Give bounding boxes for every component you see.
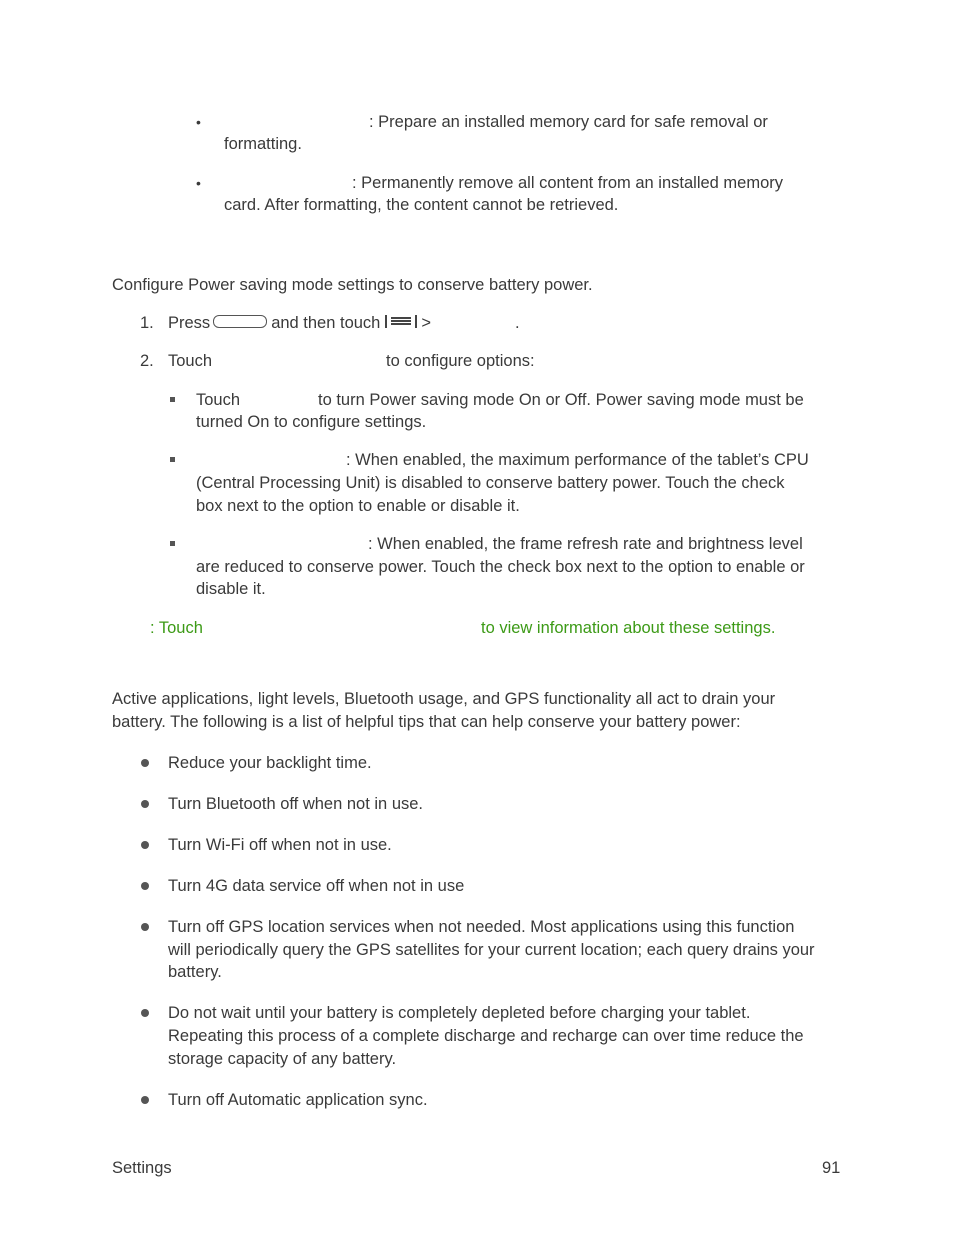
- step-1-end: .: [515, 314, 520, 332]
- menu-key-icon: [385, 315, 417, 328]
- round-bullet: [141, 923, 149, 931]
- option-1-cont: turned On to configure settings.: [196, 413, 427, 431]
- option-screen-l1: : When enabled, the frame refresh rate and brightness level: [368, 535, 803, 553]
- unmount-description-cont: formatting.: [224, 135, 302, 153]
- square-bullet: [170, 457, 175, 462]
- square-bullet: [170, 397, 175, 402]
- tip-rest: to view information about these settings.: [481, 619, 776, 637]
- step-1-gt: >: [421, 314, 432, 332]
- tip-gps-l2: will periodically query the GPS satellites for your current location; each query drains your: [168, 941, 815, 959]
- tip-gps-l1: Turn off GPS location services when not needed. Most applications using this function: [168, 918, 795, 936]
- option-1-rest: to turn Power saving mode On or Off. Power saving mode must be: [318, 391, 804, 409]
- tip-item: Turn 4G data service off when not in use: [168, 877, 465, 895]
- round-bullet: [141, 800, 149, 808]
- tip-item: Turn Wi-Fi off when not in use.: [168, 836, 392, 854]
- step-2-rest: to configure options:: [386, 352, 535, 370]
- footer-section: Settings: [112, 1159, 172, 1177]
- power-saving-intro: Configure Power saving mode settings to conserve battery power.: [112, 276, 593, 294]
- tip-wait-l3: storage capacity of any battery.: [168, 1050, 397, 1068]
- footer-page-number: 91: [822, 1159, 841, 1177]
- round-bullet: [141, 759, 149, 767]
- option-cpu-l2: (Central Processing Unit) is disabled to conserve battery power. Touch the check: [196, 474, 785, 492]
- step-2-number: 2.: [140, 352, 154, 370]
- step-1-press: Press: [168, 314, 211, 332]
- step-1-then: and then touch: [271, 314, 381, 332]
- tip-gps-l3: battery.: [168, 963, 222, 981]
- option-screen-l2: are reduced to conserve power. Touch the check box next to the option to enable or: [196, 558, 805, 576]
- round-bullet: [141, 841, 149, 849]
- tip-item: Reduce your backlight time.: [168, 754, 372, 772]
- round-bullet: [141, 1096, 149, 1104]
- tip-item: Turn Bluetooth off when not in use.: [168, 795, 424, 813]
- round-bullet: [141, 882, 149, 890]
- bullet-dot: •: [196, 114, 201, 130]
- battery-intro-l2: battery. The following is a list of helpful tips that can help conserve your battery power:: [112, 713, 741, 731]
- tip-wait-l1: Do not wait until your battery is completely depleted before charging your tablet.: [168, 1004, 751, 1022]
- home-key-icon: [213, 315, 267, 328]
- round-bullet: [141, 1009, 149, 1017]
- tip-touch: : Touch: [150, 619, 203, 637]
- option-cpu-l3: box next to the option to enable or disable it.: [196, 497, 520, 515]
- tip-sync: Turn off Automatic application sync.: [168, 1091, 428, 1109]
- bullet-dot: •: [196, 175, 201, 191]
- step-1-number: 1.: [140, 314, 154, 332]
- option-cpu-l1: : When enabled, the maximum performance of the tablet’s CPU: [346, 451, 809, 469]
- unmount-description: : Prepare an installed memory card for safe removal or: [369, 113, 768, 131]
- square-bullet: [170, 541, 175, 546]
- format-description-cont: card. After formatting, the content cannot be retrieved.: [224, 196, 619, 214]
- step-2-touch: Touch: [168, 352, 213, 370]
- step-1: [168, 312, 431, 335]
- tip-wait-l2: Repeating this process of a complete discharge and recharge can over time reduce the: [168, 1027, 804, 1045]
- format-description: : Permanently remove all content from an installed memory: [352, 174, 784, 192]
- battery-intro-l1: Active applications, light levels, Bluetooth usage, and GPS functionality all act to drain your: [112, 690, 776, 708]
- option-1-touch: Touch: [196, 391, 241, 409]
- option-screen-l3: disable it.: [196, 580, 266, 598]
